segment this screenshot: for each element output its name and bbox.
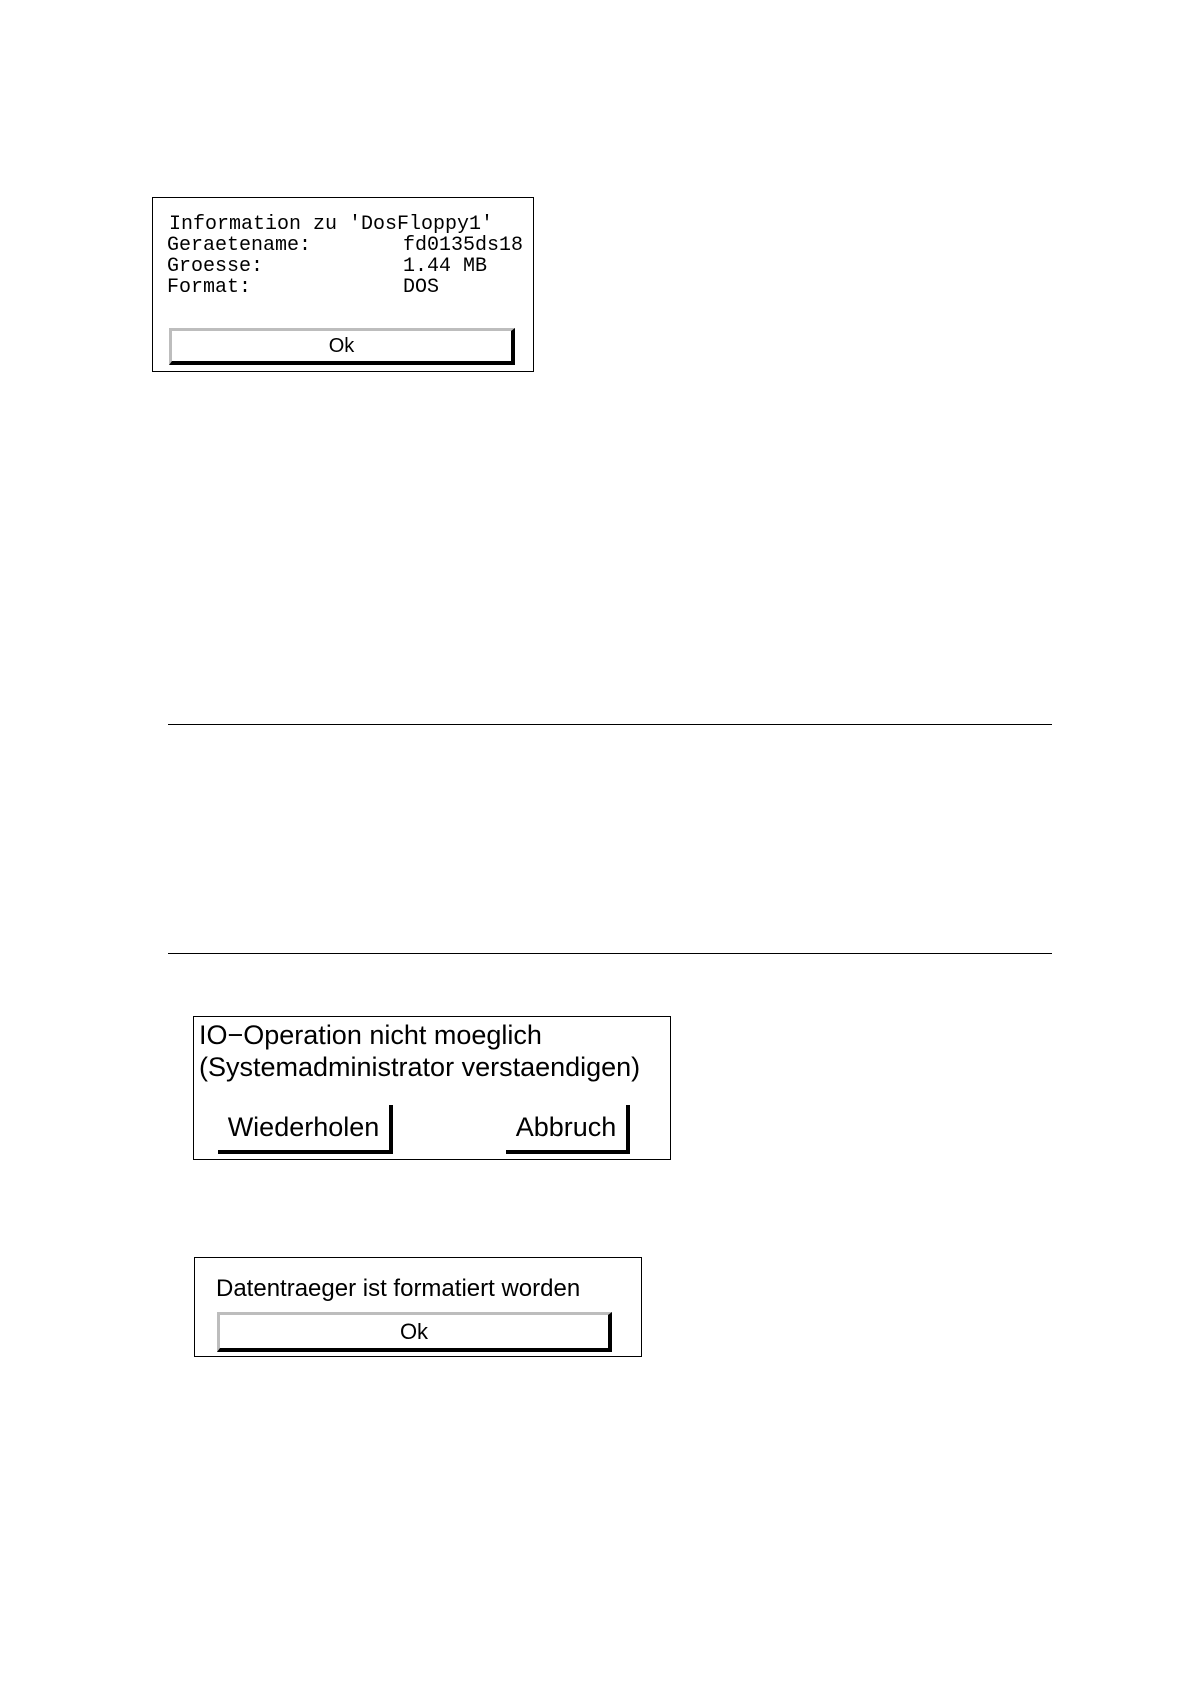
info-row-format — [167, 277, 531, 298]
device-info-dialog — [152, 197, 534, 372]
info-value: fd0135ds18 — [403, 234, 524, 257]
info-label: Format: — [167, 276, 252, 299]
format-ok-button[interactable]: Ok — [217, 1312, 612, 1352]
io-error-dialog — [193, 1016, 671, 1160]
info-dialog-title: Information zu 'DosFloppy1' — [169, 213, 494, 236]
format-done-message: Datentraeger ist formatiert worden — [216, 1275, 581, 1302]
info-value: 1.44 MB — [403, 255, 488, 278]
info-label: Geraetename: — [167, 234, 312, 257]
info-row-size — [167, 256, 531, 277]
io-error-hint: (Systemadministrator verstaendigen) — [199, 1052, 641, 1082]
info-label: Groesse: — [167, 255, 264, 278]
separator-line — [168, 953, 1052, 954]
info-ok-button[interactable]: Ok — [169, 328, 515, 365]
retry-button[interactable]: Wiederholen — [218, 1105, 393, 1154]
format-done-dialog — [194, 1257, 642, 1357]
io-error-message: IO−Operation nicht moeglich — [199, 1020, 542, 1050]
info-row-device-name — [167, 235, 531, 256]
separator-line — [168, 724, 1052, 725]
info-value: DOS — [403, 276, 440, 299]
cancel-button[interactable]: Abbruch — [506, 1105, 630, 1154]
